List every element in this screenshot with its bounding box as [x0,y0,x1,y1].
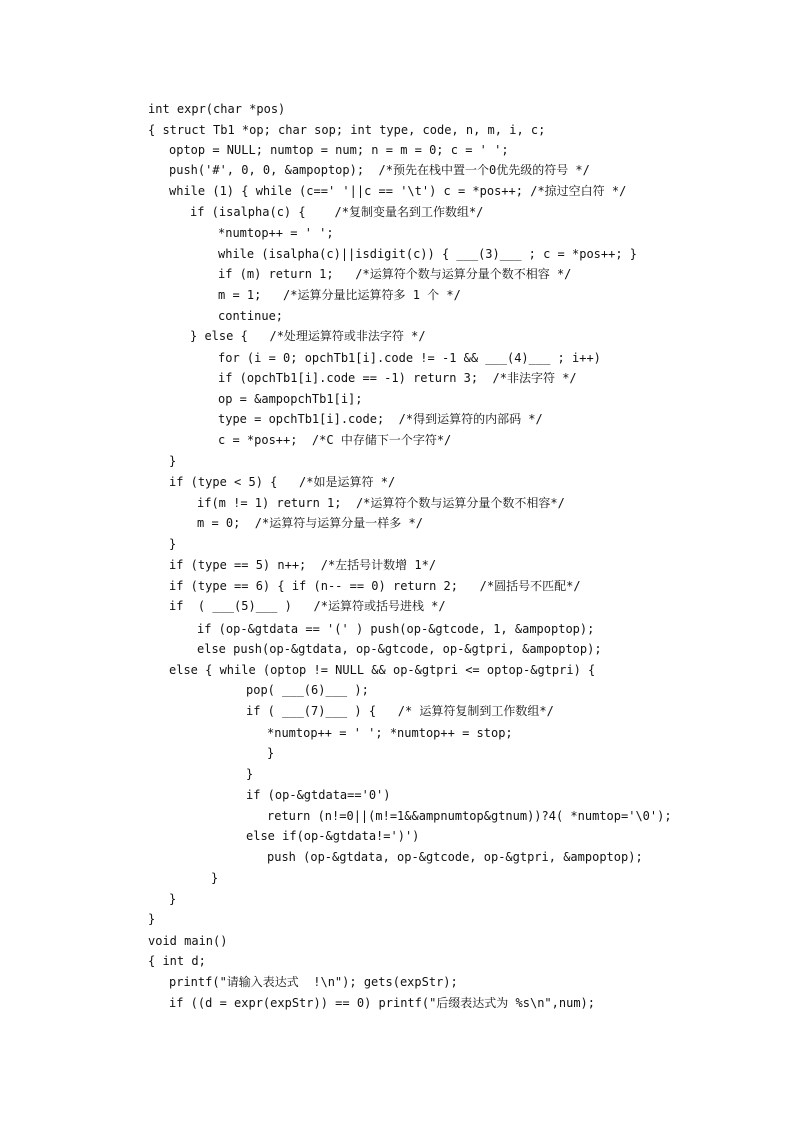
code-line: while (isalpha(c)||isdigit(c)) { ___(3)___ ; c = *pos++; } [218,247,638,261]
code-line: m = 0; /*运算符与运算分量一样多 */ [197,516,423,530]
code-line: if (type == 5) n++; /*左括号计数增 1*/ [169,558,437,572]
code-line: void main() [148,934,228,948]
code-line: optop = NULL; numtop = num; n = m = 0; c = ' '; [169,143,509,157]
code-line: push('#', 0, 0, &ampoptop); /*预先在栈中置一个0优先级的符号 */ [169,163,590,177]
code-line: if (m) return 1; /*运算符个数与运算分量个数不相容 */ [218,267,572,281]
code-line: } [267,746,275,760]
code-line: m = 1; /*运算分量比运算符多 1 个 */ [218,288,461,302]
code-line: if (op-&gtdata == '(' ) push(op-&gtcode, 1, &ampoptop); [197,622,595,636]
code-line: printf("请输入表达式 !\n"); gets(expStr); [169,975,458,989]
code-line: for (i = 0; opchTb1[i].code != -1 && ___(4)___ ; i++) [218,351,601,365]
code-line: else { while (optop != NULL && op-&gtpri <= optop-&gtpri) { [169,663,596,677]
code-line: if (isalpha(c) { /*复制变量名到工作数组*/ [190,205,484,219]
code-line: if (type < 5) { /*如是运算符 */ [169,475,396,489]
code-line: if(m != 1) return 1; /*运算符个数与运算分量个数不相容*/ [197,496,565,510]
code-line: if ( ___(7)___ ) { /* 运算符复制到工作数组*/ [246,704,554,718]
code-line: } [211,871,219,885]
code-line: pop( ___(6)___ ); [246,683,369,697]
code-line: *numtop++ = ' '; [218,226,334,240]
code-line: push (op-&gtdata, op-&gtcode, op-&gtpri, &ampoptop); [267,850,643,864]
code-line: if ((d = expr(expStr)) == 0) printf("后缀表达式为 %s\n",num); [169,996,596,1010]
code-line: { struct Tb1 *op; char sop; int type, code, n, m, i, c; [148,123,546,137]
code-line: type = opchTb1[i].code; /*得到运算符的内部码 */ [218,412,543,426]
code-line: } [246,767,254,781]
code-line: } [148,912,156,926]
code-line: if (type == 6) { if (n-- == 0) return 2; /*圆括号不匹配*/ [169,579,581,593]
code-line: *numtop++ = ' '; *numtop++ = stop; [267,726,513,740]
code-line: } [169,537,177,551]
code-line: } else { /*处理运算符或非法字符 */ [190,329,426,343]
code-line: if (opchTb1[i].code == -1) return 3; /*非法字符 */ [218,371,577,385]
code-line: if ( ___(5)___ ) /*运算符或括号进栈 */ [169,599,446,613]
code-line: } [169,892,177,906]
code-line: op = &ampopchTb1[i]; [218,392,363,406]
code-line: else push(op-&gtdata, op-&gtcode, op-&gtpri, &ampoptop); [197,642,602,656]
code-line: else if(op-&gtdata!=')') [246,829,420,843]
code-line: { int d; [148,954,206,968]
code-line: int expr(char *pos) [148,102,286,116]
code-line: while (1) { while (c==' '||c == '\t') c = *pos++; /*掠过空白符 */ [169,184,627,198]
code-line: if (op-&gtdata=='0') [246,788,391,802]
code-line: return (n!=0||(m!=1&&ampnumtop&gtnum))?4( *numtop='\0'); [267,809,672,823]
code-line: } [169,454,177,468]
code-line: c = *pos++; /*C 中存储下一个字符*/ [218,433,452,447]
code-line: continue; [218,309,284,323]
